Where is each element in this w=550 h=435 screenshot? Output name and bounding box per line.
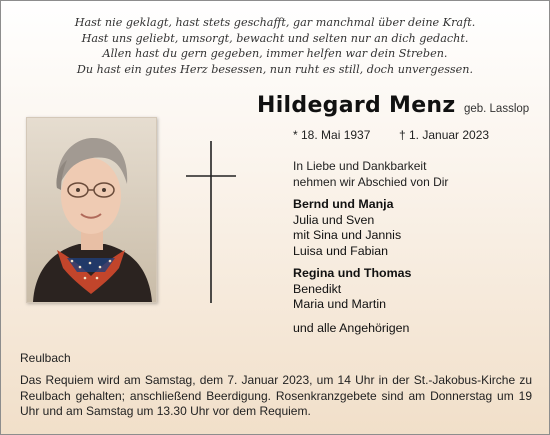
deceased-name-row: [257, 93, 547, 118]
maiden-name: geb. Lasslop: [463, 103, 530, 115]
place-name: Reulbach: [20, 351, 71, 365]
death-date: † 1. Januar 2023: [399, 128, 490, 142]
portrait-image: [27, 118, 156, 302]
family-group-2: [293, 266, 543, 313]
family-member: Regina und Thomas: [293, 266, 412, 280]
farewell-text: [293, 159, 543, 190]
portrait-photo: [26, 117, 157, 303]
farewell-line: nehmen wir Abschied von Dir: [293, 174, 449, 189]
relatives-line: und alle Angehörigen: [293, 321, 410, 335]
family-member: mit Sina und Jannis: [293, 228, 402, 243]
family-group-1: [293, 197, 543, 259]
family-member: Benedikt: [293, 281, 342, 296]
birth-date: * 18. Mai 1937: [293, 128, 371, 142]
poem-line: Allen hast du gern gegeben, immer helfen war dein Streben.: [102, 47, 448, 60]
memorial-poem: [1, 15, 549, 77]
farewell-line: In Liebe und Dankbarkeit: [293, 159, 427, 173]
poem-line: Hast uns geliebt, umsorgt, bewacht und selten nur an dich gedacht.: [81, 31, 469, 45]
deceased-name: Hildegard Menz: [257, 93, 456, 118]
family-member: Maria und Martin: [293, 297, 386, 312]
requiem-text: Das Requiem wird am Samstag, dem 7. Januar 2023, um 14 Uhr in der St.-Jakobus-Kirche zu Reulbach gehalten; anschließend Beerdigung. Rosenkranzgebete sind am Donnerstag um 19 Uhr und am Samstag um 13.30 Uhr vor dem Requiem.: [20, 373, 532, 418]
family-member: Luisa und Fabian: [293, 243, 389, 258]
poem-line: Du hast ein gutes Herz besessen, nun ruht es still, doch unvergessen.: [76, 62, 474, 76]
poem-line: Hast nie geklagt, hast stets geschafft, gar manchmal über deine Kraft.: [74, 16, 476, 29]
cross-icon: [186, 141, 236, 303]
family-member: Bernd und Manja: [293, 197, 394, 211]
family-member: Julia und Sven: [293, 212, 375, 227]
